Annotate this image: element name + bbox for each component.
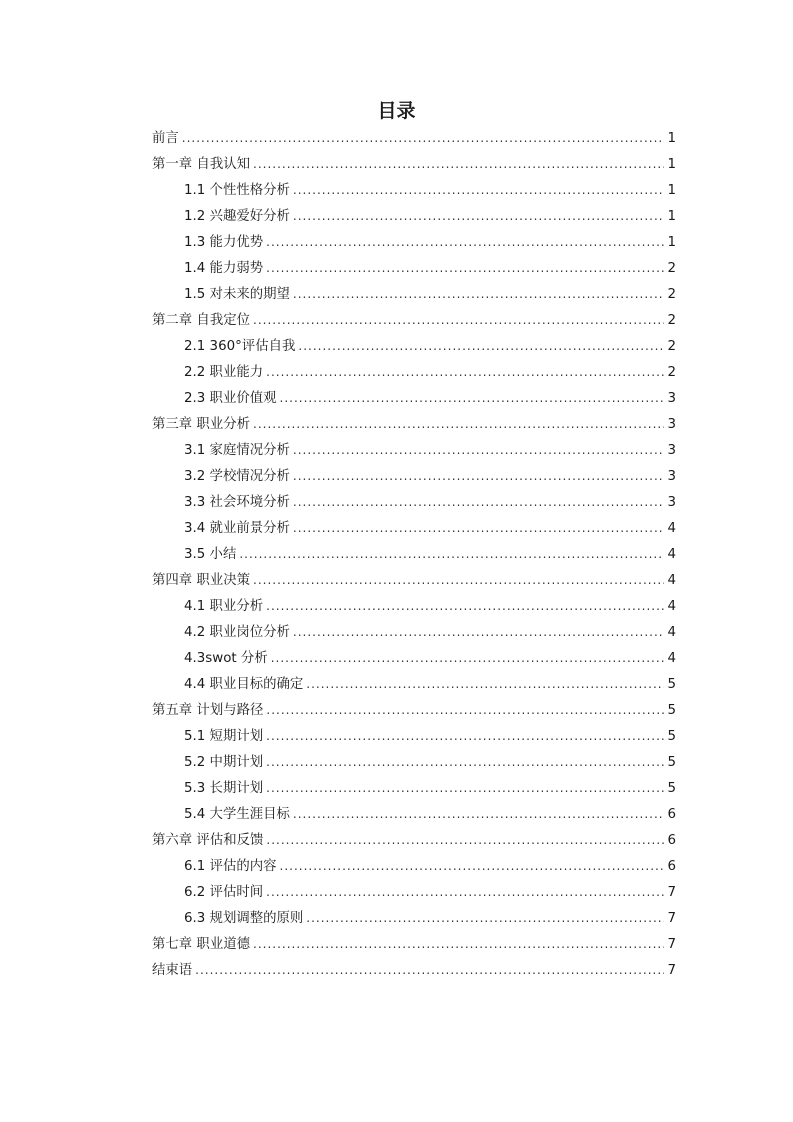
toc-section-entry[interactable] (152, 593, 676, 619)
toc-section-entry[interactable] (152, 879, 676, 905)
toc-chapter-entry[interactable] (152, 151, 676, 177)
toc-dot-leader (293, 619, 665, 645)
toc-entry-label: 第二章 自我定位 (152, 313, 250, 328)
toc-page-number: 4 (667, 573, 676, 588)
toc-dot-leader (266, 827, 664, 853)
toc-entry-label: 6.3 规划调整的原则 (184, 911, 304, 926)
toc-dot-leader (293, 437, 665, 463)
toc-section-entry[interactable] (152, 385, 676, 411)
toc-page-number: 3 (667, 417, 676, 432)
toc-page-number: 1 (667, 183, 676, 198)
toc-section-entry[interactable] (152, 723, 676, 749)
toc-entry-label: 5.2 中期计划 (184, 755, 264, 770)
toc-entry-label: 1.4 能力弱势 (184, 261, 264, 276)
toc-entry-label: 4.2 职业岗位分析 (184, 625, 290, 640)
toc-entry-label: 第一章 自我认知 (152, 157, 250, 172)
toc-page-number: 6 (667, 807, 676, 822)
toc-dot-leader (266, 359, 664, 385)
toc-dot-leader (293, 515, 665, 541)
toc-dot-leader (271, 645, 665, 671)
toc-page-number: 2 (667, 339, 676, 354)
toc-dot-leader (182, 125, 665, 151)
toc-entry-label: 5.1 短期计划 (184, 729, 264, 744)
toc-page-number: 4 (667, 547, 676, 562)
toc-page-number: 3 (667, 469, 676, 484)
toc-entry-label: 4.1 职业分析 (184, 599, 264, 614)
toc-page-number: 5 (667, 703, 676, 718)
toc-dot-leader (266, 255, 664, 281)
toc-dot-leader (266, 749, 664, 775)
toc-entry-label: 3.2 学校情况分析 (184, 469, 290, 484)
toc-page-number: 3 (667, 391, 676, 406)
toc-page-number: 1 (667, 235, 676, 250)
toc-title: 目录 (377, 100, 416, 122)
toc-dot-leader (266, 229, 664, 255)
toc-page-number: 1 (667, 157, 676, 172)
toc-entry-label: 5.4 大学生涯目标 (184, 807, 290, 822)
toc-entry-label: 1.1 个性性格分析 (184, 183, 290, 198)
toc-entry-label: 6.1 评估的内容 (184, 859, 277, 874)
toc-chapter-entry[interactable] (152, 307, 676, 333)
toc-page-number: 7 (667, 911, 676, 926)
toc-entry-label: 2.3 职业价值观 (184, 391, 277, 406)
toc-entry-label: 第六章 评估和反馈 (152, 833, 264, 848)
toc-entry-label: 3.3 社会环境分析 (184, 495, 290, 510)
toc-page-number: 5 (667, 677, 676, 692)
toc-section-entry[interactable] (152, 619, 676, 645)
toc-section-entry[interactable] (152, 359, 676, 385)
toc-page-number: 5 (667, 729, 676, 744)
toc-dot-leader (253, 151, 664, 177)
toc-chapter-entry[interactable] (152, 411, 676, 437)
toc-section-entry[interactable] (152, 463, 676, 489)
toc-dot-leader (293, 801, 665, 827)
toc-entry-label: 第五章 计划与路径 (152, 703, 264, 718)
toc-page-number: 2 (667, 313, 676, 328)
toc-section-entry[interactable] (152, 801, 676, 827)
toc-section-entry[interactable] (152, 281, 676, 307)
toc-chapter-entry[interactable] (152, 827, 676, 853)
toc-entry-label: 4.3swot 分析 (184, 651, 268, 666)
toc-entry-label: 1.2 兴趣爱好分析 (184, 209, 290, 224)
toc-dot-leader (293, 203, 665, 229)
toc-page-number: 5 (667, 781, 676, 796)
toc-chapter-entry[interactable] (152, 931, 676, 957)
toc-entry-label: 第三章 职业分析 (152, 417, 250, 432)
toc-section-entry[interactable] (152, 229, 676, 255)
toc-dot-leader (266, 879, 664, 905)
toc-section-entry[interactable] (152, 437, 676, 463)
toc-page-number: 3 (667, 495, 676, 510)
toc-entry-label: 3.5 小结 (184, 547, 237, 562)
toc-entry-label: 5.3 长期计划 (184, 781, 264, 796)
toc-section-entry[interactable] (152, 541, 676, 567)
toc-entry-label: 1.5 对未来的期望 (184, 287, 290, 302)
toc-page-number: 4 (667, 521, 676, 536)
toc-section-entry[interactable] (152, 255, 676, 281)
toc-dot-leader (266, 593, 664, 619)
toc-page-number: 4 (667, 599, 676, 614)
toc-page-number: 2 (667, 287, 676, 302)
toc-page-number: 1 (667, 131, 676, 146)
toc-dot-leader (266, 723, 664, 749)
toc-chapter-entry[interactable] (152, 567, 676, 593)
toc-entry-label: 前言 (152, 131, 179, 146)
toc-section-entry[interactable] (152, 749, 676, 775)
toc-section-entry[interactable] (152, 515, 676, 541)
toc-page-number: 1 (667, 209, 676, 224)
toc-entry-label: 2.2 职业能力 (184, 365, 264, 380)
toc-dot-leader (266, 775, 664, 801)
toc-section-entry[interactable] (152, 333, 676, 359)
toc-page-number: 7 (667, 885, 676, 900)
toc-entry-label: 2.1 360°评估自我 (184, 339, 296, 354)
toc-entry-label: 3.1 家庭情况分析 (184, 443, 290, 458)
toc-page-number: 3 (667, 443, 676, 458)
toc-chapter-entry[interactable] (152, 957, 676, 983)
toc-entry-label: 第四章 职业决策 (152, 573, 250, 588)
toc-page-number: 4 (667, 625, 676, 640)
toc-section-entry[interactable] (152, 671, 676, 697)
toc-dot-leader (293, 489, 665, 515)
toc-entry-label: 6.2 评估时间 (184, 885, 264, 900)
toc-entry-label: 3.4 就业前景分析 (184, 521, 290, 536)
toc-page-number: 6 (667, 859, 676, 874)
toc-dot-leader (293, 177, 665, 203)
toc-page-number: 4 (667, 651, 676, 666)
toc-dot-leader (306, 905, 664, 931)
toc-section-entry[interactable] (152, 905, 676, 931)
toc-page-number: 7 (667, 937, 676, 952)
toc-page-number: 6 (667, 833, 676, 848)
toc-dot-leader (239, 541, 664, 567)
toc-page-number: 7 (667, 963, 676, 978)
toc-section-entry[interactable] (152, 203, 676, 229)
toc-page-number: 5 (667, 755, 676, 770)
toc-entry-label: 4.4 职业目标的确定 (184, 677, 304, 692)
toc-list (152, 125, 676, 983)
toc-entry-label: 结束语 (152, 963, 193, 978)
toc-section-entry[interactable] (152, 775, 676, 801)
toc-dot-leader (253, 931, 664, 957)
toc-dot-leader (298, 333, 664, 359)
toc-dot-leader (195, 957, 664, 983)
toc-chapter-entry[interactable] (152, 697, 676, 723)
toc-section-entry[interactable] (152, 489, 676, 515)
toc-section-entry[interactable] (152, 853, 676, 879)
toc-dot-leader (280, 853, 665, 879)
toc-dot-leader (306, 671, 664, 697)
toc-dot-leader (280, 385, 665, 411)
toc-dot-leader (293, 463, 665, 489)
toc-dot-leader (293, 281, 665, 307)
toc-dot-leader (253, 567, 664, 593)
toc-dot-leader (253, 411, 664, 437)
toc-dot-leader (253, 307, 664, 333)
toc-section-entry[interactable] (152, 177, 676, 203)
toc-page-number: 2 (667, 365, 676, 380)
toc-page-number: 2 (667, 261, 676, 276)
toc-chapter-entry[interactable] (152, 125, 676, 151)
toc-entry-label: 第七章 职业道德 (152, 937, 250, 952)
toc-dot-leader (266, 697, 664, 723)
toc-entry-label: 1.3 能力优势 (184, 235, 264, 250)
toc-section-entry[interactable] (152, 645, 676, 671)
